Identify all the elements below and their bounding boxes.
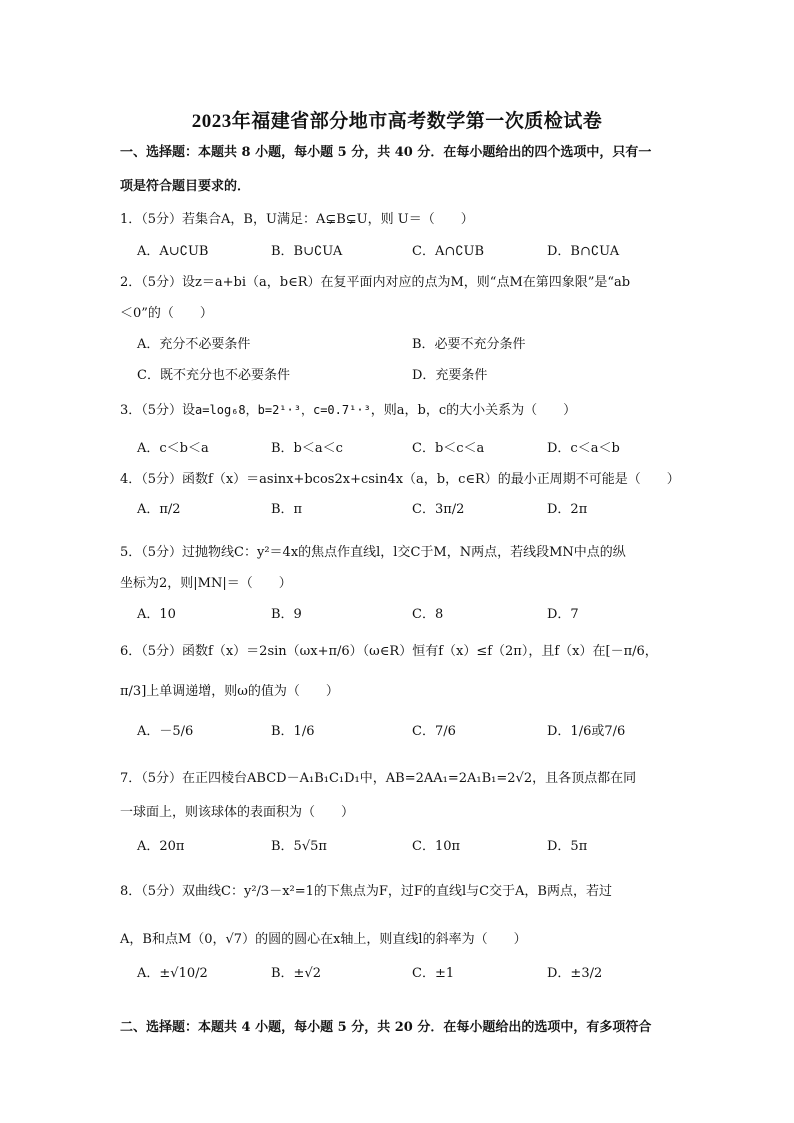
section-2-line-1: 二、选择题：本题共 4 小题，每小题 5 分，共 20 分．在每小题给出的选项中，有多项符合 — [120, 1020, 652, 1035]
q6-option-b: B．1/6 — [271, 724, 315, 739]
q7-option-d: D．5π — [547, 839, 588, 854]
question-5-options — [137, 603, 697, 633]
q1-option-a: A．A∪∁UB — [137, 244, 209, 259]
q7-option-a: A．20π — [137, 839, 185, 854]
question-8-stem-line-2: A，B和点M（0，√7）的圆的圆心在x轴上，则直线l的斜率为（ ） — [120, 932, 527, 947]
question-2-options-row-2 — [137, 364, 697, 394]
question-4-stem: 4．（5分）函数f（x）＝asinx+bcos2x+csin4x（a，b，c∈R）的最小正周期不可能是（ ） — [120, 472, 680, 487]
question-3-stem — [120, 399, 576, 418]
q1-option-b: B．B∪∁UA — [271, 244, 343, 259]
section-1-line-2: 项是符合题目要求的． — [120, 179, 251, 194]
question-7-options — [137, 835, 697, 865]
question-5-stem-line-2: 坐标为2，则|MN|＝（ ） — [120, 576, 292, 591]
question-6-stem-line-1: 6．（5分）函数f（x）＝2sin（ωx+π/6）（ω∈R）恒有f（x）≤f（2π），且f（x）在[－π/6， — [120, 644, 658, 659]
question-6-options — [137, 720, 697, 750]
q5-option-b: B．9 — [271, 607, 302, 622]
q4-option-a: A．π/2 — [137, 502, 181, 517]
question-6-stem-line-2: π/3]上单调递增，则ω的值为（ ） — [120, 684, 339, 699]
question-8-stem-line-1: 8．（5分）双曲线C：y²/3－x²=1的下焦点为F，过F的直线l与C交于A，B两点，若过 — [120, 884, 612, 899]
q6-option-d: D．1/6或7/6 — [547, 724, 626, 739]
q3-option-c: C．b＜c＜a — [412, 441, 485, 456]
q5-option-c: C．8 — [412, 607, 444, 622]
question-1-stem: 1．（5分）若集合A，B，U满足：A⊊B⊊U，则 U＝（ ） — [120, 212, 474, 227]
q8-option-b: B．±√2 — [271, 966, 322, 981]
question-1-options — [137, 240, 697, 270]
q7-option-c: C．10π — [412, 839, 461, 854]
q4-option-c: C．3π/2 — [412, 502, 465, 517]
q2-option-d: D．充要条件 — [412, 368, 488, 383]
q3-stem-prefix: 3．（5分）设 — [120, 403, 196, 418]
question-7-stem-line-1: 7．（5分）在正四棱台ABCD－A₁B₁C₁D₁中，AB=2AA₁=2A₁B₁=2√2，且各顶点都在同 — [120, 771, 637, 786]
q2-option-a: A．充分不必要条件 — [137, 337, 251, 352]
question-4-options — [137, 498, 697, 528]
q5-option-a: A．10 — [137, 607, 176, 622]
q8-option-c: C．±1 — [412, 966, 455, 981]
q4-option-d: D．2π — [547, 502, 588, 517]
q1-option-c: C．A∩∁UB — [412, 244, 485, 259]
question-2-stem-line-2: ＜0”的（ ） — [120, 306, 213, 321]
section-2-heading — [120, 1011, 680, 1045]
question-7-stem-line-2: 一球面上，则该球体的表面积为（ ） — [120, 805, 355, 820]
section-1-line-1: 一、选择题：本题共 8 小题，每小题 5 分，共 40 分．在每小题给出的四个选项中，只有一 — [120, 145, 652, 160]
q2-option-b: B．必要不充分条件 — [412, 337, 526, 352]
q7-option-b: B．5√5π — [271, 839, 327, 854]
q2-option-c: C．既不充分也不必要条件 — [137, 368, 290, 383]
q8-option-d: D．±3/2 — [547, 966, 603, 981]
q6-option-c: C．7/6 — [412, 724, 456, 739]
question-2-stem-line-1: 2．（5分）设z＝a+bi（a，b∈R）在复平面内对应的点为M，则“点M在第四象限”是“ab — [120, 275, 631, 290]
q3-option-d: D．c＜a＜b — [547, 441, 620, 456]
q3-stem-formula: a=log₆8，b=2¹·³，c=0.7¹·³ — [195, 403, 371, 417]
q1-option-d: D．B∩∁UA — [547, 244, 620, 259]
q4-option-b: B．π — [271, 502, 303, 517]
q3-option-b: B．b＜a＜c — [271, 441, 343, 456]
section-1-heading — [120, 136, 680, 204]
q3-option-a: A．c＜b＜a — [137, 441, 209, 456]
q6-option-a: A．－5/6 — [137, 724, 194, 739]
question-5-stem-line-1: 5．（5分）过抛物线C：y²＝4x的焦点作直线l，l交C于M，N两点，若线段MN中点的纵 — [120, 545, 626, 560]
q8-option-a: A．±√10/2 — [137, 966, 208, 981]
q3-stem-suffix: ，则a，b，c的大小关系为（ ） — [370, 403, 577, 418]
question-3-options — [137, 437, 697, 467]
q5-option-d: D．7 — [547, 607, 579, 622]
page-title: 2023年福建省部分地市高考数学第一次质检试卷 — [191, 111, 603, 132]
question-2-options-row-1 — [137, 333, 697, 363]
question-8-options — [137, 962, 697, 992]
